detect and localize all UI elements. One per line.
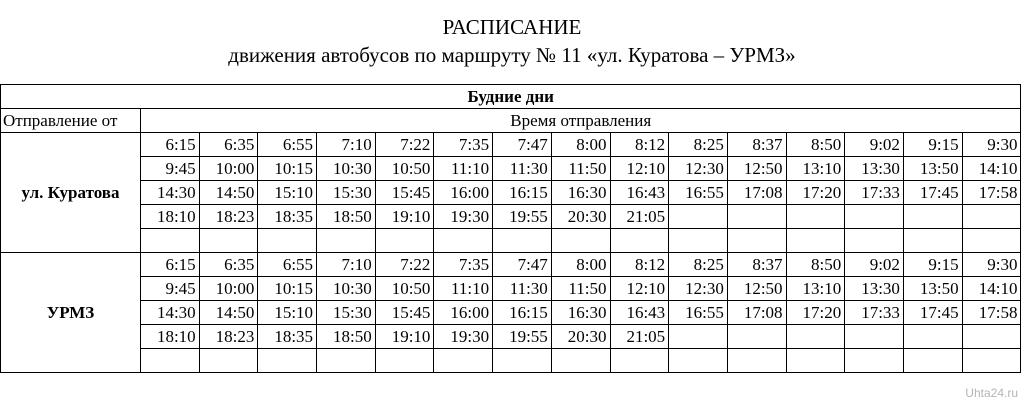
time-cell [727,205,786,229]
time-cell: 17:20 [786,301,845,325]
time-cell: 18:10 [141,325,200,349]
time-cell: 16:00 [434,301,493,325]
time-cell: 16:00 [434,181,493,205]
time-cell: 19:10 [375,325,434,349]
time-cell [903,205,962,229]
time-cell: 17:58 [962,181,1021,205]
time-cell [317,229,376,253]
table-row [1,205,1021,229]
section-title: Будние дни [1,85,1021,109]
table-row [1,181,1021,205]
time-cell: 13:30 [845,157,904,181]
time-cell: 13:50 [903,157,962,181]
page-subtitle: движения автобусов по маршруту № 11 «ул. Куратова – УРМЗ» [228,43,796,67]
time-cell [845,349,904,373]
time-cell: 11:50 [551,157,610,181]
table-row [1,253,1021,277]
time-cell [845,205,904,229]
time-cell: 14:30 [141,181,200,205]
table-row [1,133,1021,157]
time-cell: 17:58 [962,301,1021,325]
table-row [1,301,1021,325]
stop-name: УРМЗ [1,253,141,373]
time-cell: 16:55 [669,181,728,205]
time-cell [199,349,258,373]
time-cell: 15:10 [258,301,317,325]
time-cell [962,229,1021,253]
time-cell: 12:50 [727,157,786,181]
time-cell [375,349,434,373]
time-cell: 7:10 [317,133,376,157]
time-cell: 15:45 [375,301,434,325]
column-header-departure-time: Время отправления [141,109,1021,133]
time-cell [727,325,786,349]
time-cell: 10:15 [258,277,317,301]
time-cell: 21:05 [610,325,669,349]
column-header-departure-from: Отправление от [1,109,141,133]
time-cell [141,349,200,373]
time-cell: 19:55 [493,325,552,349]
time-cell: 8:25 [669,253,728,277]
time-cell: 11:30 [493,277,552,301]
time-cell: 16:30 [551,301,610,325]
time-cell [845,229,904,253]
watermark: Uhta24.ru [965,386,1018,400]
time-cell: 10:30 [317,277,376,301]
time-cell: 20:30 [551,325,610,349]
time-cell: 12:50 [727,277,786,301]
time-cell [786,229,845,253]
time-cell: 17:33 [845,301,904,325]
time-cell: 14:10 [962,157,1021,181]
time-cell [434,229,493,253]
time-cell [375,229,434,253]
table-row [1,229,1021,253]
time-cell [669,325,728,349]
time-cell: 13:10 [786,277,845,301]
time-cell: 8:12 [610,133,669,157]
time-cell: 17:45 [903,301,962,325]
table-row [1,349,1021,373]
time-cell [669,205,728,229]
time-cell: 15:30 [317,301,376,325]
time-cell [434,349,493,373]
time-cell: 17:45 [903,181,962,205]
time-cell: 6:35 [199,133,258,157]
time-cell: 9:15 [903,253,962,277]
time-cell: 18:23 [199,205,258,229]
time-cell: 10:30 [317,157,376,181]
time-cell: 14:50 [199,181,258,205]
time-cell: 19:55 [493,205,552,229]
time-cell [199,229,258,253]
schedule-table [0,84,1021,373]
time-cell: 12:30 [669,157,728,181]
stop-name: ул. Куратова [1,133,141,253]
time-cell: 7:47 [493,253,552,277]
time-cell: 11:50 [551,277,610,301]
time-cell: 10:50 [375,157,434,181]
time-cell: 7:35 [434,133,493,157]
time-cell [786,205,845,229]
time-cell: 16:43 [610,301,669,325]
time-cell: 18:50 [317,205,376,229]
time-cell [727,229,786,253]
time-cell: 10:00 [199,157,258,181]
time-cell [962,325,1021,349]
time-cell: 17:08 [727,301,786,325]
time-cell [903,325,962,349]
time-cell [669,349,728,373]
time-cell: 10:00 [199,277,258,301]
time-cell [317,349,376,373]
time-cell: 8:50 [786,253,845,277]
page-title: РАСПИСАНИЕ [442,15,582,39]
time-cell: 8:50 [786,133,845,157]
time-cell: 18:50 [317,325,376,349]
time-cell: 7:47 [493,133,552,157]
time-cell [786,349,845,373]
time-cell [551,349,610,373]
time-cell: 6:35 [199,253,258,277]
time-cell [141,229,200,253]
time-cell: 9:45 [141,277,200,301]
time-cell: 8:25 [669,133,728,157]
time-cell [551,229,610,253]
time-cell [903,229,962,253]
time-cell: 16:55 [669,301,728,325]
table-row [1,157,1021,181]
time-cell [962,205,1021,229]
section-row [1,85,1021,109]
time-cell [258,229,317,253]
time-cell [786,325,845,349]
time-cell: 6:55 [258,253,317,277]
time-cell: 9:02 [845,133,904,157]
time-cell: 16:15 [493,301,552,325]
time-cell: 17:20 [786,181,845,205]
time-cell: 14:10 [962,277,1021,301]
time-cell: 16:43 [610,181,669,205]
time-cell: 11:10 [434,277,493,301]
time-cell: 8:37 [727,253,786,277]
time-cell: 8:00 [551,253,610,277]
time-cell: 9:30 [962,133,1021,157]
time-cell: 18:10 [141,205,200,229]
time-cell: 6:15 [141,133,200,157]
time-cell: 6:15 [141,253,200,277]
time-cell: 19:10 [375,205,434,229]
time-cell: 9:45 [141,157,200,181]
time-cell: 20:30 [551,205,610,229]
time-cell: 12:10 [610,157,669,181]
time-cell: 9:02 [845,253,904,277]
time-cell: 7:22 [375,133,434,157]
time-cell: 19:30 [434,325,493,349]
time-cell: 8:12 [610,253,669,277]
time-cell: 6:55 [258,133,317,157]
time-cell [610,349,669,373]
time-cell: 15:30 [317,181,376,205]
time-cell: 18:23 [199,325,258,349]
time-cell [903,349,962,373]
time-cell [845,325,904,349]
time-cell: 18:35 [258,205,317,229]
time-cell: 9:30 [962,253,1021,277]
time-cell: 7:22 [375,253,434,277]
time-cell: 16:30 [551,181,610,205]
time-cell [493,229,552,253]
table-row [1,325,1021,349]
time-cell: 14:50 [199,301,258,325]
header-row [1,109,1021,133]
time-cell: 7:35 [434,253,493,277]
time-cell: 11:30 [493,157,552,181]
time-cell: 13:30 [845,277,904,301]
time-cell: 10:15 [258,157,317,181]
time-cell: 19:30 [434,205,493,229]
time-cell: 7:10 [317,253,376,277]
time-cell: 12:30 [669,277,728,301]
time-cell: 13:10 [786,157,845,181]
time-cell: 15:45 [375,181,434,205]
time-cell: 17:33 [845,181,904,205]
time-cell [258,349,317,373]
time-cell: 13:50 [903,277,962,301]
time-cell [610,229,669,253]
time-cell [727,349,786,373]
time-cell: 9:15 [903,133,962,157]
time-cell: 21:05 [610,205,669,229]
time-cell [669,229,728,253]
time-cell [962,349,1021,373]
time-cell: 16:15 [493,181,552,205]
time-cell: 8:00 [551,133,610,157]
time-cell: 18:35 [258,325,317,349]
time-cell: 15:10 [258,181,317,205]
time-cell [493,349,552,373]
time-cell: 11:10 [434,157,493,181]
time-cell: 12:10 [610,277,669,301]
time-cell: 14:30 [141,301,200,325]
time-cell: 10:50 [375,277,434,301]
time-cell: 8:37 [727,133,786,157]
table-row [1,277,1021,301]
time-cell: 17:08 [727,181,786,205]
